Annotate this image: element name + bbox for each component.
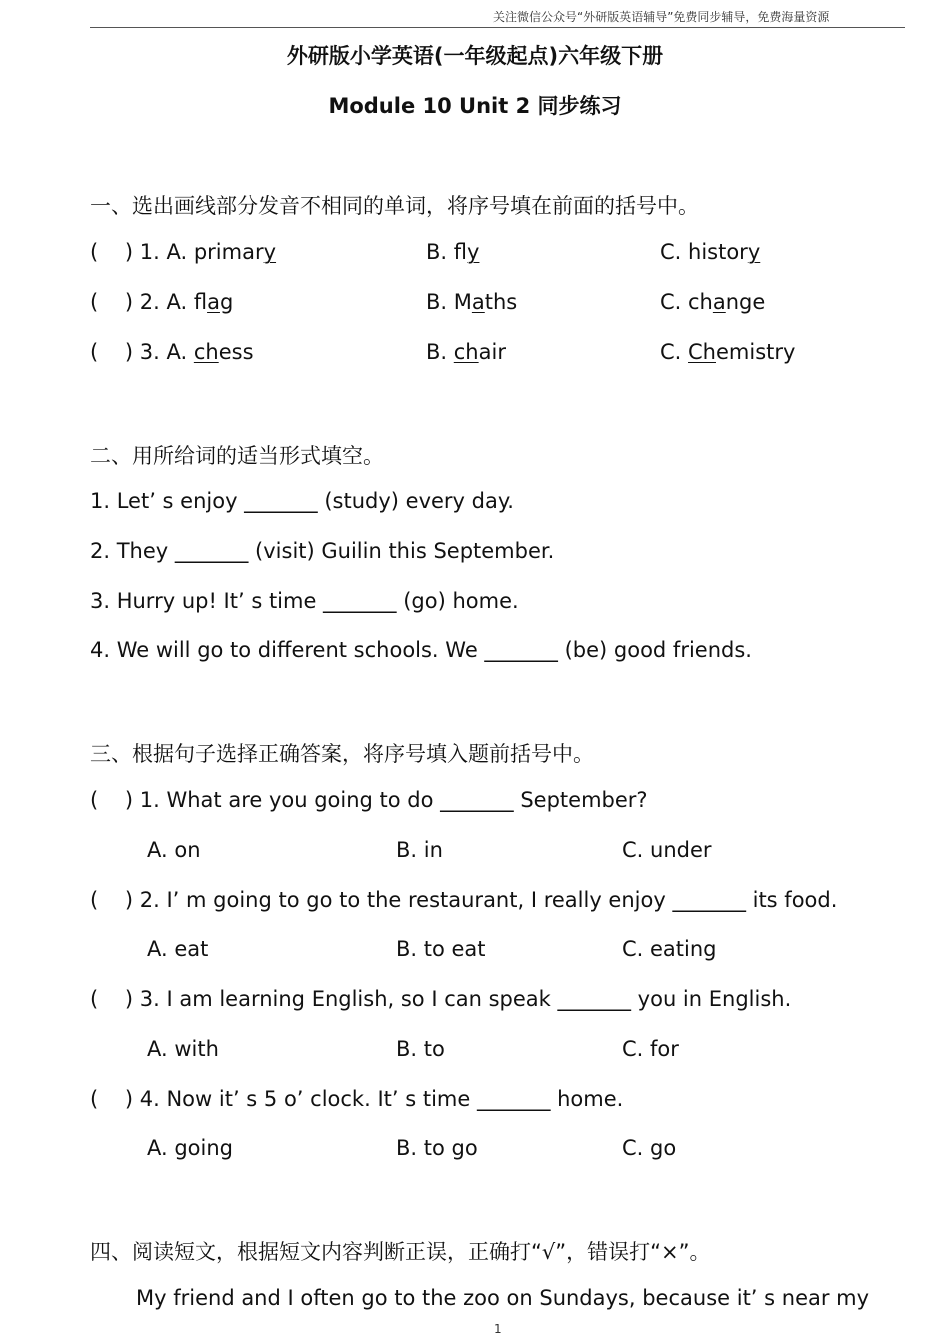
header-note: 关注微信公众号“外研版英语辅导”免费同步辅导，免费海量资源 <box>493 10 830 24</box>
option-label: C. <box>660 340 689 364</box>
section1-heading: 一、选出画线部分发音不相同的单词，将序号填在前面的括号中。 <box>90 194 699 218</box>
document-title: 外研版小学英语(一年级起点)六年级下册 <box>286 44 664 68</box>
choice-question: ( ) 4. Now it’ s 5 o’ clock. It’ s time _______ home. <box>90 1087 624 1111</box>
underlined-part: ch <box>453 340 479 364</box>
underlined-part: a <box>207 290 220 314</box>
word-part: ch <box>688 290 713 314</box>
section4-heading: 四、阅读短文，根据短文内容判断正误，正确打“√”，错误打“×”。 <box>90 1240 711 1264</box>
underlined-part: ch <box>193 340 219 364</box>
option-label: C. <box>660 290 689 314</box>
option-label: A. <box>166 340 194 364</box>
document-subtitle: Module 10 Unit 2 同步练习 <box>328 94 622 118</box>
fill-blank-item: 1. Let’ s enjoy _______ (study) every day. <box>90 489 514 513</box>
option-label: B. <box>426 240 454 264</box>
question-prefix: ( ) 3. <box>90 340 167 364</box>
choice-question: ( ) 1. What are you going to do _______ September? <box>90 788 648 812</box>
word-part: nge <box>725 290 766 314</box>
choice-option-a: A. on <box>147 838 201 862</box>
underlined-part: a <box>712 290 726 314</box>
word-part: emistry <box>716 340 796 364</box>
option-label: B. <box>426 340 454 364</box>
fill-blank-item: 4. We will go to different schools. We _______ (be) good friends. <box>90 638 752 662</box>
choice-option-b: B. in <box>396 838 443 862</box>
word-part: histor <box>688 240 748 264</box>
choice-question: ( ) 2. I’ m going to go to the restaurant, I really enjoy _______ its food. <box>90 888 838 912</box>
choice-option-a: A. going <box>147 1136 233 1160</box>
choice-option-b: B. to eat <box>396 937 486 961</box>
section3-heading: 三、根据句子选择正确答案，将序号填入题前括号中。 <box>90 742 594 766</box>
word-part: primar <box>193 240 264 264</box>
word-part: ess <box>218 340 254 364</box>
option-label: A. <box>166 240 194 264</box>
underlined-part: y <box>263 240 277 264</box>
fill-blank-item: 3. Hurry up! It’ s time _______ (go) home. <box>90 589 519 613</box>
word-part: ths <box>484 290 518 314</box>
choice-option-a: A. eat <box>147 937 209 961</box>
word-part: g <box>219 290 234 314</box>
option-label: C. <box>660 240 689 264</box>
header-divider <box>90 27 905 28</box>
word-part: fl <box>453 240 467 264</box>
underlined-part: y <box>747 240 761 264</box>
choice-option-b: B. to go <box>396 1136 478 1160</box>
word-part: air <box>478 340 506 364</box>
question-prefix: ( ) 1. <box>90 240 167 264</box>
choice-option-c: C. under <box>622 838 712 862</box>
fill-blank-item: 2. They _______ (visit) Guilin this September. <box>90 539 555 563</box>
word-part: M <box>453 290 472 314</box>
word-part: fl <box>193 290 208 314</box>
choice-option-a: A. with <box>147 1037 219 1061</box>
option-label: A. <box>166 290 194 314</box>
option-label: B. <box>426 290 454 314</box>
underlined-part: a <box>471 290 485 314</box>
underlined-part: Ch <box>688 340 716 364</box>
choice-question: ( ) 3. I am learning English, so I can speak _______ you in English. <box>90 987 792 1011</box>
section2-heading: 二、用所给词的适当形式填空。 <box>90 444 384 468</box>
reading-passage: My friend and I often go to the zoo on Sundays, because it’ s near my <box>136 1286 870 1310</box>
page-number: 1 <box>494 1322 502 1336</box>
choice-option-b: B. to <box>396 1037 445 1061</box>
underlined-part: y <box>467 240 480 264</box>
choice-option-c: C. go <box>622 1136 677 1160</box>
question-prefix: ( ) 2. <box>90 290 167 314</box>
choice-option-c: C. for <box>622 1037 679 1061</box>
choice-option-c: C. eating <box>622 937 717 961</box>
